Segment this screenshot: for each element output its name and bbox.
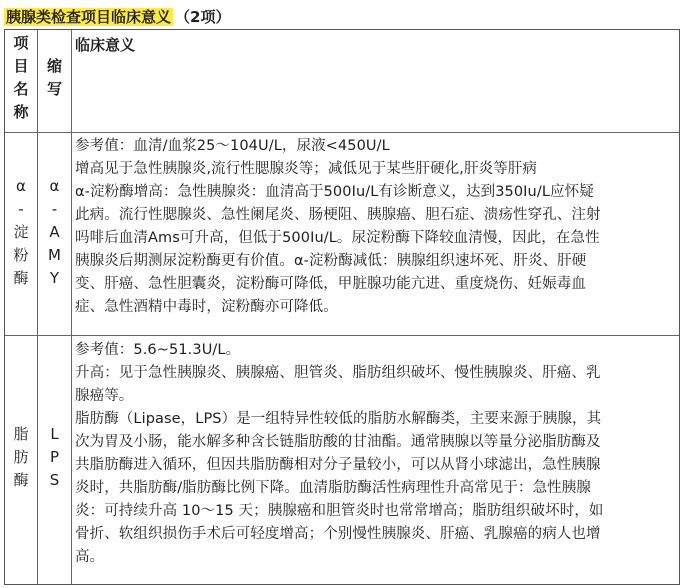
content-line: 升高：见于急性胰腺炎、胰腺癌、胆管炎、脂肪组织破坏、慢性胰腺炎、肝癌、乳 xyxy=(75,365,601,381)
content-line: 腺癌等。 xyxy=(75,388,134,404)
content-line: α-淀粉酶增高：急性胰腺炎：血清高于500Iu/L有诊断意义，达到350Iu/L应怀疑 xyxy=(75,184,594,200)
content-line: 此病。流行性腮腺炎、急性阑尾炎、肠梗阻、胰腺癌、胆石症、溃疡性穿孔、注射 xyxy=(75,207,601,223)
title-highlighted: 胰腺类检查项目临床意义 xyxy=(6,8,172,26)
header-clinical-significance: 临床意义 xyxy=(75,36,136,54)
content-line: 变、肝癌、急性胆囊炎，淀粉酶可降低，甲脏腺功能亢进、重度烧伤、妊娠毒血 xyxy=(75,276,586,292)
content-line: 共脂肪酶进入循环，但因共脂肪酶相对分子量较小，可以从肾小球滤出，急性胰腺 xyxy=(75,457,601,473)
row-amylase-abbr: α - A M Y xyxy=(48,177,61,287)
row-lipase-abbr: L P S xyxy=(49,425,60,489)
column-divider xyxy=(37,30,38,584)
content-line: 脂肪酶（Lipase，LPS）是一组特异性较低的脂肪水解酶类，主要来源于胰腺，其 xyxy=(75,411,602,427)
content-line: 症、急性酒精中毒时，淀粉酶亦可降低。 xyxy=(75,299,338,315)
content-line: 次为胃及小肠，能水解多种含长链脂肪酸的甘油酯。通常胰腺以等量分泌脂肪酶及 xyxy=(75,434,601,450)
header-abbreviation: 缩 写 xyxy=(46,57,62,98)
row-lipase-significance xyxy=(75,339,675,569)
content-line: 参考值：血清/血浆25～104U/L，尿液<450U/L xyxy=(75,138,390,154)
header-item-name: 项 目 名 称 xyxy=(13,34,29,121)
content-line: 炎时，共脂肪酶/脂肪酶比例下降。血清脂肪酶活性病理性升高常见于：急性胰腺 xyxy=(75,480,591,496)
title-count: （2项） xyxy=(175,8,231,26)
content-line: 骨折、软组织损伤手术后可轻度增高；个别慢性胰腺炎、肝癌、乳腺癌的病人也增 xyxy=(75,526,601,542)
row-amylase-significance xyxy=(75,135,675,319)
row-amylase-name: α - 淀 粉 酶 xyxy=(13,177,29,287)
table-title xyxy=(4,5,230,29)
content-line: 吗啡后血清Ams可升高，但低于500Iu/L。尿淀粉酶下降较血清慢，因此，在急性 xyxy=(75,230,600,246)
content-line: 参考值：5.6~51.3U/L。 xyxy=(75,342,241,358)
content-line: 高。 xyxy=(75,549,105,565)
row-lipase-name: 脂 肪 酶 xyxy=(13,425,29,489)
column-divider xyxy=(71,30,72,584)
lab-table xyxy=(4,29,680,585)
row-divider xyxy=(5,335,679,336)
content-line: 炎：可持续升高 10～15 天；胰腺癌和胆管炎时也常常增高；脂肪组织破坏时，如 xyxy=(75,503,604,519)
content-line: 增高见于急性胰腺炎,流行性腮腺炎等；减低见于某些肝硬化,肝炎等肝病 xyxy=(75,161,538,177)
content-line: 胰腺炎后期测尿淀粉酶更有价值。α-淀粉酶减低：胰腺组织速坏死、肝炎、肝硬 xyxy=(75,253,587,269)
row-divider xyxy=(5,132,679,133)
